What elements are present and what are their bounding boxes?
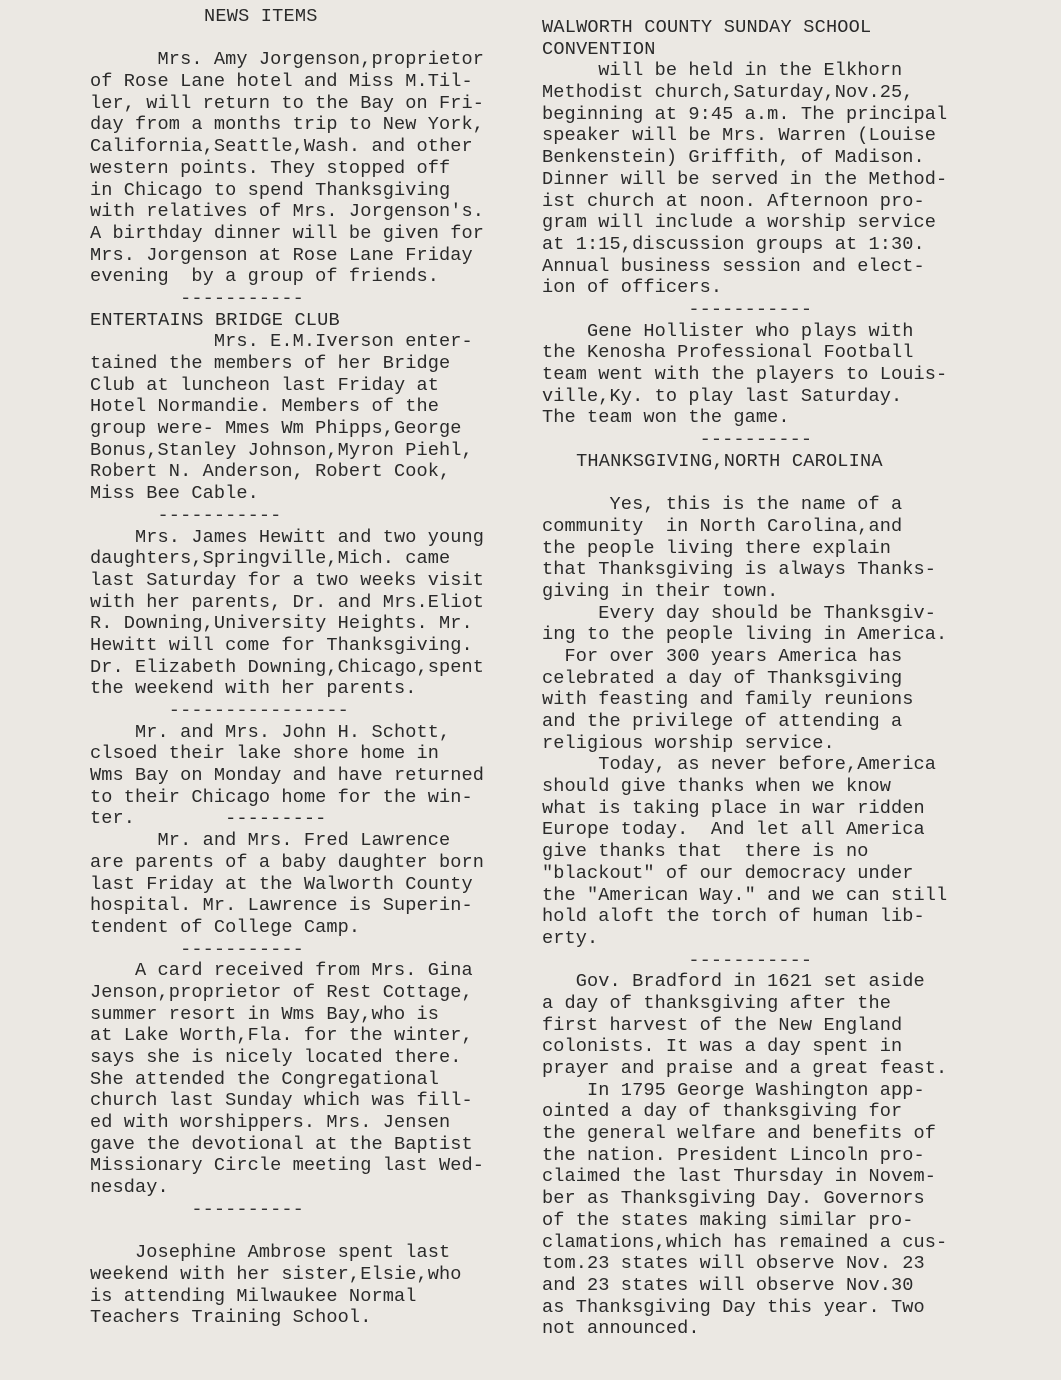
spacer xyxy=(542,472,1010,494)
text-line: last Saturday for a two weeks visit xyxy=(90,569,485,591)
text-line: Dinner will be served in the Method- xyxy=(542,168,948,190)
text-line: A card received from Mrs. Gina xyxy=(90,960,473,982)
article-paragraph xyxy=(542,494,1010,949)
section-divider: ----------- xyxy=(542,298,813,320)
article-paragraph xyxy=(542,321,1010,429)
text-line: Mrs. Amy Jorgenson,proprietor xyxy=(90,49,485,71)
text-line: with relatives of Mrs. Jorgenson's. xyxy=(90,201,485,223)
text-line: Missionary Circle meeting last Wed- xyxy=(90,1155,485,1177)
text-line: the nation. President Lincoln pro- xyxy=(542,1144,925,1166)
section-divider: ----------- xyxy=(90,504,282,526)
text-line: colonists. It was a day spent in xyxy=(542,1036,903,1058)
article-paragraph xyxy=(90,527,542,701)
text-line: "blackout" of our democracy under xyxy=(542,862,914,884)
spacer xyxy=(90,28,542,50)
text-line: Robert N. Anderson, Robert Cook, xyxy=(90,461,451,483)
text-line: ist church at noon. Afternoon pro- xyxy=(542,190,925,212)
article-paragraph xyxy=(90,49,542,288)
text-line: claimed the last Thursday in Novem- xyxy=(542,1166,937,1188)
text-line: Josephine Ambrose spent last xyxy=(90,1242,451,1264)
text-line: ber as Thanksgiving Day. Governors xyxy=(542,1188,925,1210)
text-line: gram will include a worship service xyxy=(542,212,937,234)
text-line: clamations,which has remained a cus- xyxy=(542,1231,948,1253)
section-divider: ----------- xyxy=(90,287,304,309)
text-line: R. Downing,University Heights. Mr. xyxy=(90,613,473,635)
section-divider: ---------------- xyxy=(90,700,349,721)
text-line: celebrated a day of Thanksgiving xyxy=(542,667,903,689)
text-line: Mrs. James Hewitt and two young xyxy=(90,526,485,548)
text-line: team went with the players to Louis- xyxy=(542,364,948,385)
article-paragraph xyxy=(90,830,542,938)
text-line: and 23 states will observe Nov.30 xyxy=(542,1274,914,1296)
text-line: and the privilege of attending a xyxy=(542,711,903,732)
text-line: Today, as never before,America xyxy=(542,754,937,776)
text-line: Gov. Bradford in 1621 set aside xyxy=(542,971,925,993)
text-line: ointed a day of thanksgiving for xyxy=(542,1101,903,1123)
text-line: the people living there explain xyxy=(542,537,891,559)
text-line: day from a months trip to New York, xyxy=(90,114,485,136)
text-line: Club at luncheon last Friday at xyxy=(90,374,439,396)
text-line: Europe today. And let all America xyxy=(542,819,925,841)
text-line: of Rose Lane hotel and Miss M.Til- xyxy=(90,71,473,93)
text-line: Methodist church,Saturday,Nov.25, xyxy=(542,82,914,104)
text-line: of the states making similar pro- xyxy=(542,1209,914,1231)
text-line: Miss Bee Cable. xyxy=(90,483,259,505)
text-line: with her parents, Dr. and Mrs.Eliot xyxy=(90,591,485,613)
text-line: is attending Milwaukee Normal xyxy=(90,1285,417,1307)
text-line: She attended the Congregational xyxy=(90,1068,439,1090)
section-divider: ----------- xyxy=(542,949,813,971)
article-paragraph xyxy=(90,960,542,1199)
text-line: gave the devotional at the Baptist xyxy=(90,1133,473,1155)
text-line: as Thanksgiving Day this year. Two xyxy=(542,1296,925,1318)
text-line: Hotel Normandie. Members of the xyxy=(90,396,439,418)
text-line: Bonus,Stanley Johnson,Myron Piehl, xyxy=(90,439,473,461)
text-line: Mrs. Jorgenson at Rose Lane Friday xyxy=(90,244,473,266)
text-line: Mr. and Mrs. Fred Lawrence xyxy=(90,830,451,852)
text-line: nesday. xyxy=(90,1177,169,1199)
text-line: tendent of College Camp. xyxy=(90,916,361,938)
text-line: speaker will be Mrs. Warren (Louise xyxy=(542,125,937,147)
article-heading: THANKSGIVING,NORTH CAROLINA xyxy=(542,450,883,472)
text-line: summer resort in Wms Bay,who is xyxy=(90,1003,439,1025)
article-heading: CONVENTION xyxy=(542,38,656,60)
section-divider: ---------- xyxy=(90,1198,304,1220)
text-line: not announced. xyxy=(542,1318,700,1340)
text-line: Dr. Elizabeth Downing,Chicago,spent xyxy=(90,656,485,678)
text-line: church last Sunday which was fill- xyxy=(90,1090,473,1112)
text-line: Jenson,proprietor of Rest Cottage, xyxy=(90,981,473,1003)
text-line: at Lake Worth,Fla. for the winter, xyxy=(90,1025,473,1047)
text-line: Annual business session and elect- xyxy=(542,255,925,277)
text-line: a day of thanksgiving after the xyxy=(542,992,891,1014)
text-line: A birthday dinner will be given for xyxy=(90,222,485,244)
spacer xyxy=(90,1221,542,1243)
text-line: first harvest of the New England xyxy=(542,1014,903,1036)
section-divider: ----------- xyxy=(90,938,304,960)
text-line: clsoed their lake shore home in xyxy=(90,743,439,765)
text-line: hold aloft the torch of human lib- xyxy=(542,906,925,928)
text-line: group were- Mmes Wm Phipps,George xyxy=(90,418,462,440)
text-line: ed with worshippers. Mrs. Jensen xyxy=(90,1112,451,1134)
text-line: California,Seattle,Wash. and other xyxy=(90,136,473,158)
text-line: For over 300 years America has xyxy=(542,645,903,667)
text-line: at 1:15,discussion groups at 1:30. xyxy=(542,233,925,255)
text-line: with feasting and family reunions xyxy=(542,689,914,711)
text-line: to their Chicago home for the win- xyxy=(90,786,473,808)
text-line: Yes, this is the name of a xyxy=(542,494,903,516)
text-line: erty. xyxy=(542,927,599,949)
left-column xyxy=(90,0,542,1329)
text-line: daughters,Springville,Mich. came xyxy=(90,548,451,570)
text-line: the weekend with her parents. xyxy=(90,678,417,700)
text-line: ter. --------- xyxy=(90,808,327,830)
article-paragraph xyxy=(90,331,542,505)
right-column xyxy=(542,0,1010,1340)
text-line: ion of officers. xyxy=(542,277,723,299)
text-line: what is taking place in war ridden xyxy=(542,797,925,819)
text-line: hospital. Mr. Lawrence is Superin- xyxy=(90,895,473,917)
text-line: ler, will return to the Bay on Fri- xyxy=(90,92,485,114)
text-line: western points. They stopped off xyxy=(90,157,451,179)
text-line: last Friday at the Walworth County xyxy=(90,873,473,895)
text-line: religious worship service. xyxy=(542,732,835,754)
section-divider: ---------- xyxy=(542,429,813,451)
text-line: are parents of a baby daughter born xyxy=(90,851,485,873)
text-line: will be held in the Elkhorn xyxy=(542,60,903,82)
text-line: ing to the people living in America. xyxy=(542,624,948,646)
article-paragraph xyxy=(542,971,1010,1340)
text-line: tained the members of her Bridge xyxy=(90,353,451,374)
text-line: in Chicago to spend Thanksgiving xyxy=(90,179,451,201)
text-line: Teachers Training School. xyxy=(90,1307,372,1329)
text-line: the Kenosha Professional Football xyxy=(542,342,914,364)
text-line: In 1795 George Washington app- xyxy=(542,1079,925,1101)
text-line: Wms Bay on Monday and have returned xyxy=(90,765,485,787)
text-line: evening by a group of friends. xyxy=(90,266,439,288)
text-line: weekend with her sister,Elsie,who xyxy=(90,1263,462,1285)
article-paragraph xyxy=(90,722,542,830)
text-line: giving in their town. xyxy=(542,580,779,602)
text-line: Hewitt will come for Thanksgiving. xyxy=(90,634,473,656)
text-line: ville,Ky. to play last Saturday. xyxy=(542,385,903,407)
text-line: give thanks that there is no xyxy=(542,841,869,863)
text-line: Benkenstein) Griffith, of Madison. xyxy=(542,147,925,169)
article-paragraph xyxy=(542,60,1010,299)
text-line: Mr. and Mrs. John H. Schott, xyxy=(90,721,451,743)
text-line: should give thanks when we know xyxy=(542,776,891,798)
article-heading: NEWS ITEMS xyxy=(204,6,318,27)
text-line: Every day should be Thanksgiv- xyxy=(542,602,937,624)
text-line: beginning at 9:45 a.m. The principal xyxy=(542,103,948,125)
text-line: that Thanksgiving is always Thanks- xyxy=(542,559,937,581)
text-line: says she is nicely located there. xyxy=(90,1047,462,1068)
text-line: Mrs. E.M.Iverson enter- xyxy=(90,331,473,353)
text-line: Gene Hollister who plays with xyxy=(542,320,914,342)
article-heading: ENTERTAINS BRIDGE CLUB xyxy=(90,309,340,331)
text-line: the "American Way." and we can still xyxy=(542,884,948,906)
text-line: The team won the game. xyxy=(542,407,790,429)
article-heading: WALWORTH COUNTY SUNDAY SCHOOL xyxy=(542,17,872,38)
text-line: community in North Carolina,and xyxy=(542,515,903,537)
text-line: prayer and praise and a great feast. xyxy=(542,1058,948,1079)
text-line: tom.23 states will observe Nov. 23 xyxy=(542,1253,925,1275)
text-line: the general welfare and benefits of xyxy=(542,1123,937,1145)
article-paragraph xyxy=(90,1242,542,1329)
